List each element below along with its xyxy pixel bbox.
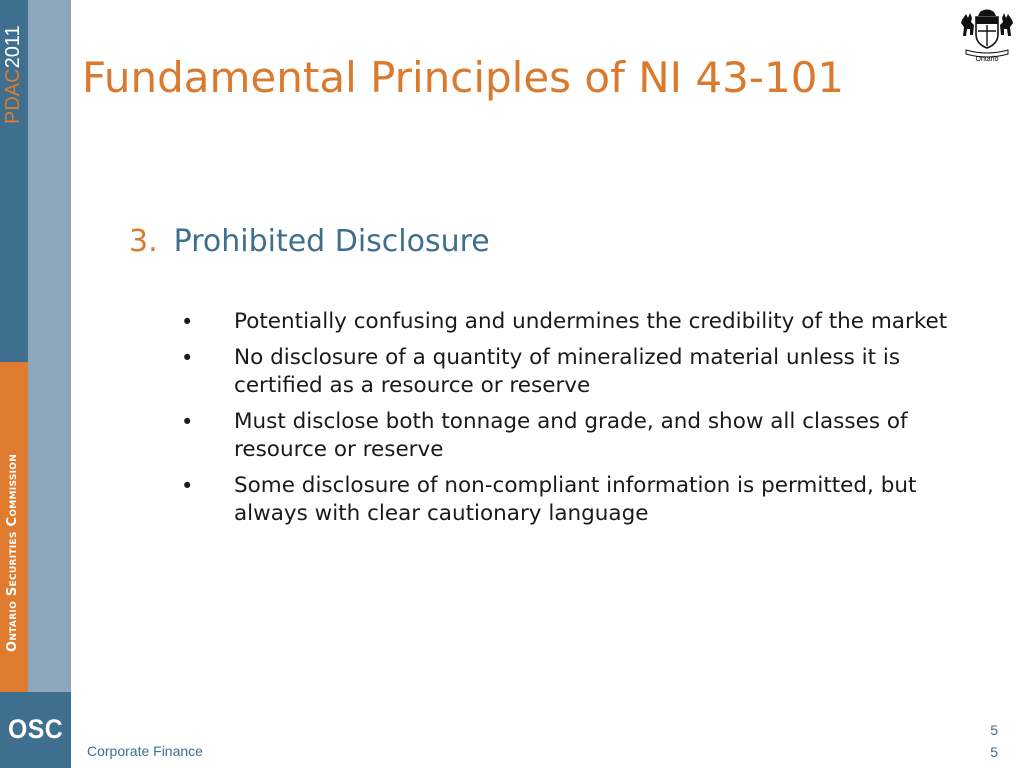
bullet-text: No disclosure of a quantity of mineralized material unless it is certified as a resource or reserve <box>234 345 901 398</box>
bullet-text: Potentially confusing and undermines the credibility of the market <box>234 309 948 334</box>
bullet-list <box>181 308 981 536</box>
crest-label: Ontario <box>975 56 999 63</box>
slide-title: Fundamental Principles of NI 43-101 <box>82 53 845 102</box>
list-item <box>181 408 981 464</box>
bullet-icon: • <box>181 474 194 498</box>
bullet-icon: • <box>181 410 194 434</box>
bullet-text: Some disclosure of non-compliant information is permitted, but always with clear cautionary language <box>234 473 917 526</box>
bullet-icon: • <box>181 310 194 334</box>
footer-department: Corporate Finance <box>87 743 203 759</box>
sidebar-light-bar <box>28 0 71 768</box>
section-number: 3. <box>129 224 158 259</box>
osc-logo-text: OSC <box>8 714 64 744</box>
page-number-bottom: 5 <box>990 744 998 760</box>
list-item <box>181 308 981 336</box>
page-number-top: 5 <box>990 722 998 738</box>
organization-name: Ontario Securities Commission <box>5 453 20 652</box>
pdac-year: 2011 <box>2 25 24 69</box>
bullet-text: Must disclose both tonnage and grade, and show all classes of resource or reserve <box>234 409 908 462</box>
pdac-word: PDAC <box>2 68 24 124</box>
section-heading <box>129 224 490 260</box>
list-item <box>181 344 981 400</box>
section-label: Prohibited Disclosure <box>173 224 490 259</box>
list-item <box>181 472 981 528</box>
bullet-icon: • <box>181 346 194 370</box>
pdac-logo <box>3 25 23 124</box>
